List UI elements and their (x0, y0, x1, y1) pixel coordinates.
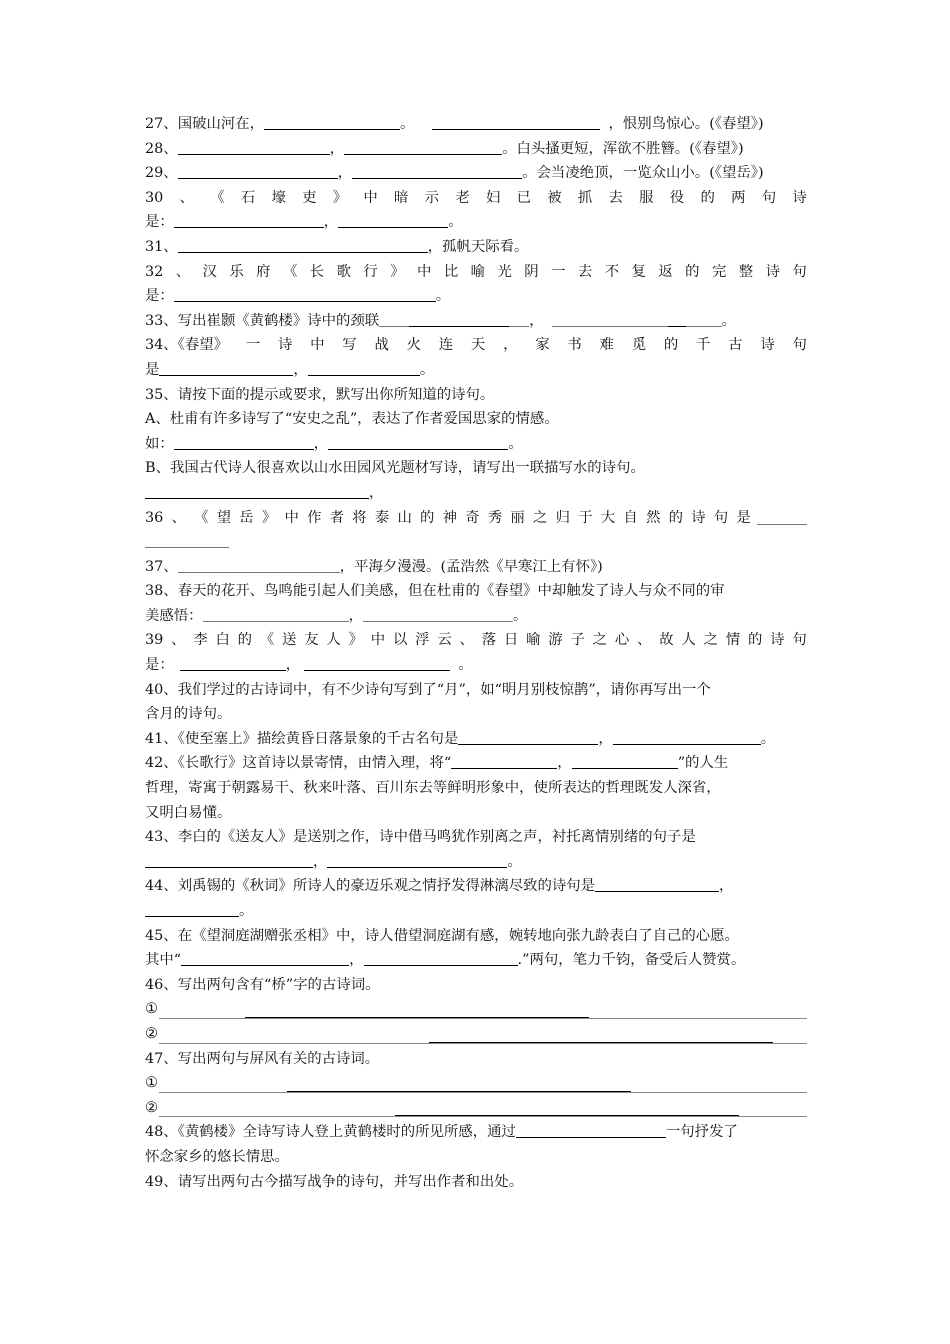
answer-rule-emphasis (245, 1017, 589, 1018)
question-44-line2: 。 (145, 899, 807, 924)
answer-blank[interactable] (180, 655, 286, 671)
question-35-intro: 35、请按下面的提示或要求，默写出你所知道的诗句。 (145, 386, 495, 403)
question-36-line2 (145, 530, 807, 555)
question-33: 33、写出崔颢《黄鹤楼》诗中的颈联 ， 。 (145, 312, 736, 329)
question-49-title: 49、请写出两句古今描写战争的诗句，并写出作者和出处。 (145, 1173, 524, 1190)
answer-blank[interactable] (174, 212, 324, 228)
question-27: 27、国破山河在， 。 ，恨别鸟惊心。(《春望》) (145, 116, 764, 132)
question-28: 28、 ， 。白头搔更短，浑欲不胜簪。(《春望》) (145, 140, 744, 157)
answer-blank[interactable] (338, 212, 448, 228)
answer-blank[interactable] (686, 311, 722, 327)
answer-blank[interactable] (174, 286, 436, 302)
question-31: 31、 ，孤帆天际看。 (145, 238, 529, 255)
question-39-line1: 39 、 李 白 的 《 送 友 人 》 中 以 浮 云 、 落 日 喻 游 子 之 心 、 故 人 之 情 的 诗 句 (145, 632, 807, 649)
answer-blank[interactable] (145, 532, 229, 548)
answer-blank[interactable] (304, 655, 450, 671)
answer-blank[interactable] (432, 114, 600, 130)
question-46-answer-1: ① (145, 997, 807, 1022)
answer-blank[interactable] (178, 139, 330, 155)
question-32-line2: 是： 。 (145, 288, 451, 305)
answer-blank[interactable] (328, 434, 508, 450)
question-42-line2: 哲理，寄寓于朝露易干、秋来叶落、百川东去等鲜明形象中，使所表达的哲理既发人深省， (145, 780, 721, 797)
question-35-b: B、我国古代诗人很喜欢以山水田园风光题材写诗，请写出一联描写水的诗句。 (145, 460, 645, 477)
question-46-title: 46、写出两句含有“桥”字的古诗词。 (145, 976, 380, 993)
question-48-line1: 48、《黄鹤楼》全诗写诗人登上黄鹤楼时的所见所感，通过 一句抒发了 (145, 1124, 738, 1141)
question-34-line1: 34、《春望》 一 诗 中 写 战 火 连 天 ， 家 书 难 觅 的 千 古 诗 句 (145, 337, 807, 354)
answer-blank[interactable] (145, 852, 313, 868)
question-37: 37、 ，平海夕漫漫。(孟浩然《早寒江上有怀》) (145, 558, 603, 575)
answer-rule-emphasis (395, 1115, 739, 1116)
question-44-line1: 44、刘禹锡的《秋词》所诗人的豪迈乐观之情抒发得淋漓尽致的诗句是 ， (145, 878, 734, 895)
answer-rule[interactable] (159, 1043, 807, 1044)
question-30-line1: 30 、 《 石 壕 吏 》 中 暗 示 老 妇 已 被 抓 去 服 役 的 两 句 诗 (145, 189, 807, 206)
answer-rule-emphasis (287, 1091, 631, 1092)
question-48-line2: 怀念家乡的悠长情思。 (145, 1148, 289, 1165)
answer-blank[interactable] (327, 852, 507, 868)
question-38-line1: 38、春天的花开、鸟鸣能引起人们美感，但在杜甫的《春望》中却触发了诗人与众不同的审 (145, 583, 725, 600)
answer-blank[interactable] (145, 483, 369, 499)
answer-blank[interactable] (364, 950, 518, 966)
answer-blank[interactable] (174, 434, 314, 450)
answer-blank[interactable] (572, 753, 678, 769)
question-32-line1: 32 、 汉 乐 府 《 长 歌 行 》 中 比 喻 光 阴 一 去 不 复 返 的 完 整 诗 句 (145, 263, 807, 280)
question-47-answer-1: ① (145, 1071, 807, 1096)
question-29: 29、 ， 。会当凌绝顶，一览众山小。(《望岳》) (145, 165, 764, 182)
answer-rule-emphasis (429, 1042, 773, 1043)
answer-blank[interactable] (363, 606, 513, 622)
answer-blank[interactable] (352, 163, 522, 179)
answer-blank[interactable] (409, 311, 509, 327)
question-46-answer-2: ② (145, 1022, 807, 1047)
question-41: 41、《使至塞上》描绘黄昏日落景象的千古名句是 ， 。 (145, 730, 776, 747)
answer-blank[interactable] (757, 524, 807, 525)
answer-blank[interactable] (178, 557, 340, 573)
question-38-line2: 美感悟： ， 。 (145, 607, 528, 624)
question-45-line1: 45、在《望洞庭湖赠张丞相》中，诗人借望洞庭湖有感，婉转地向张九龄表白了自己的心愿。 (145, 927, 739, 944)
answer-blank[interactable] (552, 311, 668, 327)
question-36-line1: 36 、 《 望 岳 》 中 作 者 将 泰 山 的 神 奇 秀 丽 之 归 于 大 自 然 的 诗 句 是 (145, 506, 807, 531)
question-42-line3: 又明白易懂。 (145, 804, 232, 821)
answer-blank[interactable] (178, 163, 338, 179)
answer-blank[interactable] (264, 114, 400, 130)
question-35-a-answer: 如： ， 。 (145, 435, 523, 452)
question-34-line2: 是 ， 。 (145, 361, 435, 378)
question-47-title: 47、写出两句与屏风有关的古诗词。 (145, 1050, 380, 1067)
question-45-line2: 其中“ ， .”两句，笔力千钧，备受后人赞赏。 (145, 952, 746, 969)
answer-blank[interactable] (344, 139, 502, 155)
question-40-line1: 40、我们学过的古诗词中，有不少诗句写到了“月”，如“明月别枝惊鹊”，请你再写出一个 (145, 681, 711, 698)
question-30-line2: 是： ， 。 (145, 214, 463, 231)
answer-blank[interactable] (613, 729, 761, 745)
answer-rule[interactable] (159, 1116, 807, 1117)
answer-rule[interactable] (159, 1018, 807, 1019)
question-35-b-answer: ， (145, 481, 807, 506)
answer-blank[interactable] (668, 311, 686, 327)
answer-blank[interactable] (178, 237, 428, 253)
answer-blank[interactable] (458, 729, 598, 745)
question-39-line2: 是： ， 。 (145, 657, 473, 674)
answer-blank[interactable] (509, 311, 529, 327)
answer-blank[interactable] (159, 360, 293, 376)
answer-blank[interactable] (379, 311, 409, 327)
answer-blank[interactable] (595, 876, 719, 892)
answer-blank[interactable] (181, 950, 349, 966)
question-43-line1: 43、李白的《送友人》是送别之作，诗中借马鸣犹作别离之声，衬托离情别绪的句子是 (145, 829, 696, 846)
question-43-line2: ， 。 (145, 850, 807, 875)
answer-blank[interactable] (203, 606, 349, 622)
answer-blank[interactable] (516, 1122, 666, 1138)
question-47-answer-2: ② (145, 1096, 807, 1121)
worksheet (145, 112, 807, 1194)
answer-blank[interactable] (145, 901, 239, 917)
answer-blank[interactable] (308, 360, 420, 376)
question-40-line2: 含月的诗句。 (145, 706, 232, 723)
answer-blank[interactable] (451, 753, 557, 769)
question-42-line1: 42、《长歌行》这首诗以景寄情，由情入理，将“ ， ”的人生 (145, 755, 729, 772)
answer-rule[interactable] (159, 1092, 807, 1093)
question-35-a: A、杜甫有许多诗写了“安史之乱”，表达了作者爱国思家的情感。 (145, 411, 559, 428)
